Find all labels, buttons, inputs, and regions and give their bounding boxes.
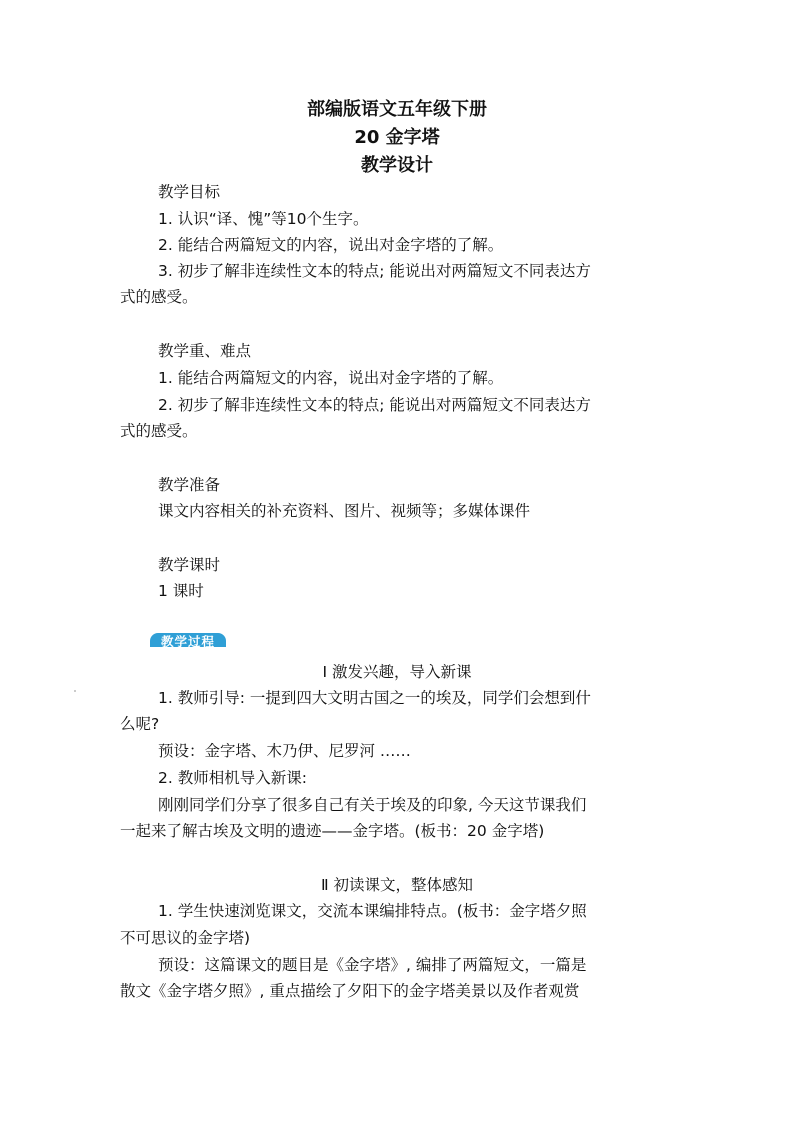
process-badge (150, 633, 226, 647)
key-point-item-2-continued: 式的感受。 (120, 422, 198, 440)
hours-text: 1 课时 (158, 582, 204, 600)
section1-paragraph-1-continued: 么呢? (120, 715, 160, 733)
section1-paragraph-3: 刚刚同学们分享了很多自己有关于埃及的印象, 今天这节课我们 (158, 796, 587, 814)
section2-paragraph-2-continued: 散文《金字塔夕照》, 重点描绘了夕阳下的金字塔美景以及作者观赏 (120, 982, 580, 1000)
section2-paragraph-1-continued: 不可思议的金字塔) (120, 929, 251, 947)
goal-item-2: 2. 能结合两篇短文的内容，说出对金字塔的了解。 (158, 236, 504, 254)
section2-paragraph-2: 预设：这篇课文的题目是《金字塔》, 编排了两篇短文，一篇是 (158, 956, 587, 974)
key-point-item-2: 2. 初步了解非连续性文本的特点; 能说出对两篇短文不同表达方 (158, 396, 591, 414)
key-points-heading: 教学重、难点 (158, 342, 252, 360)
section1-paragraph-3-continued: 一起来了解古埃及文明的遗迹——金字塔。(板书：20 金字塔) (120, 822, 545, 840)
goal-item-3: 3. 初步了解非连续性文本的特点; 能说出对两篇短文不同表达方 (158, 262, 591, 280)
section1-paragraph-2: 2. 教师相机导入新课: (158, 769, 307, 787)
goal-item-3-continued: 式的感受。 (120, 288, 198, 306)
lesson-title: 20 金字塔 (354, 127, 440, 148)
preparation-text: 课文内容相关的补充资料、图片、视频等；多媒体课件 (158, 502, 531, 520)
stray-mark (74, 690, 76, 692)
section2-paragraph-1: 1. 学生快速浏览课文，交流本课编排特点。(板书：金字塔夕照 (158, 902, 587, 920)
hours-heading: 教学课时 (158, 556, 221, 574)
document-subtitle: 教学设计 (361, 155, 433, 176)
document-title: 部编版语文五年级下册 (307, 99, 487, 120)
section1-heading: Ⅰ 激发兴趣，导入新课 (322, 663, 472, 681)
key-point-item-1: 1. 能结合两篇短文的内容，说出对金字塔的了解。 (158, 369, 504, 387)
goal-item-1: 1. 认识“译、愧”等10个生字。 (158, 210, 369, 228)
section2-heading: Ⅱ 初读课文，整体感知 (320, 876, 474, 894)
goals-heading: 教学目标 (158, 183, 221, 201)
section1-preset: 预设：金字塔、木乃伊、尼罗河 …… (158, 742, 411, 760)
section1-paragraph-1: 1. 教师引导: 一提到四大文明古国之一的埃及，同学们会想到什 (158, 689, 591, 707)
preparation-heading: 教学准备 (158, 476, 221, 494)
process-badge-label: 教学过程 (160, 634, 215, 647)
